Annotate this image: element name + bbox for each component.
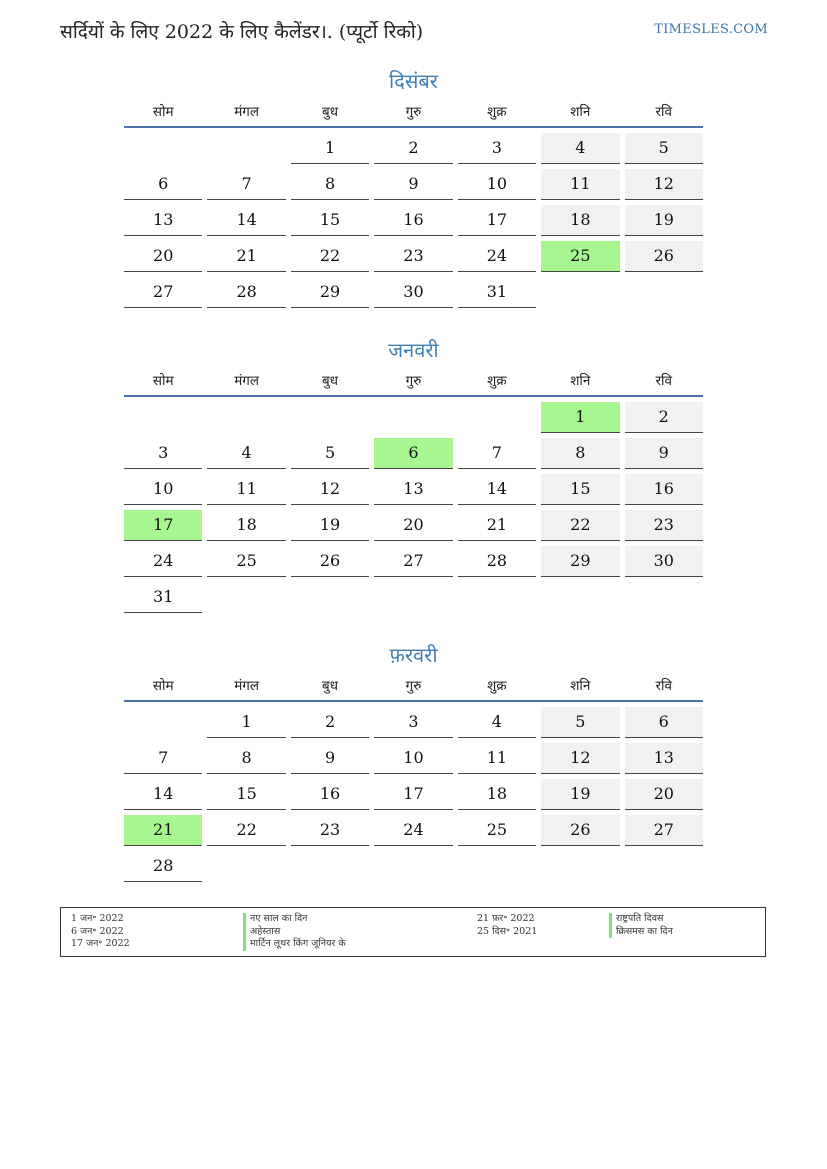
day-cell[interactable]: 22 [541, 510, 619, 541]
day-cell[interactable]: 16 [625, 474, 703, 505]
day-cell[interactable]: 1 [291, 133, 369, 164]
legend-holiday-name: मार्टिन लूथर किंग जूनियर के [243, 938, 346, 951]
month-december [124, 64, 703, 308]
day-cell[interactable]: 31 [124, 582, 202, 613]
weekday-label: सोम [152, 104, 174, 120]
page-title: सर्दियों के लिए 2022 के लिए कैलेंडर।. (प्यूर्टो रिको) [60, 21, 424, 43]
day-cell[interactable]: 26 [541, 815, 619, 846]
day-cell[interactable]: 1 [207, 707, 285, 738]
day-cell[interactable]: 6 [625, 707, 703, 738]
day-cell[interactable]: 4 [207, 438, 285, 469]
legend-left-dates [71, 913, 130, 951]
legend-holiday-name: नए साल का दिन [243, 913, 346, 926]
legend-holiday-name: क्रिसमस का दिन [609, 926, 673, 939]
month-title: जनवरी [388, 338, 439, 362]
day-cell[interactable]: 20 [124, 241, 202, 272]
day-cell[interactable]: 25 [458, 815, 536, 846]
week-row [124, 474, 703, 505]
empty-cell [207, 582, 285, 612]
month-title: फ़रवरी [389, 643, 438, 667]
day-cell[interactable]: 11 [541, 169, 619, 200]
month-title: दिसंबर [389, 69, 438, 93]
day-cell[interactable]: 2 [625, 402, 703, 433]
day-cell[interactable]: 28 [458, 546, 536, 577]
empty-cell [124, 133, 202, 163]
weekday-label: गुरु [405, 678, 422, 694]
week-row [124, 133, 703, 164]
day-cell[interactable]: 18 [207, 510, 285, 541]
day-cell[interactable]: 23 [291, 815, 369, 846]
weekday-label: शुक्र [487, 104, 507, 120]
empty-cell [207, 402, 285, 432]
day-cell[interactable]: 31 [458, 277, 536, 308]
weekday-label: मंगल [234, 678, 260, 694]
legend-date: 17 जन॰ 2022 [71, 938, 130, 949]
empty-cell [458, 851, 536, 881]
day-cell[interactable]: 2 [291, 707, 369, 738]
day-cell[interactable]: 17 [374, 779, 452, 810]
day-cell[interactable]: 14 [207, 205, 285, 236]
day-cell[interactable]: 12 [625, 169, 703, 200]
weekday-label: बुध [322, 373, 339, 389]
month-january [124, 333, 703, 613]
legend-right-dates [477, 913, 537, 938]
day-cell[interactable]: 24 [374, 815, 452, 846]
legend-right-names [609, 913, 673, 938]
day-cell[interactable]: 19 [291, 510, 369, 541]
day-cell[interactable]: 12 [541, 743, 619, 774]
empty-cell [207, 133, 285, 163]
day-cell[interactable]: 27 [124, 277, 202, 308]
day-cell[interactable]: 16 [291, 779, 369, 810]
week-row [124, 277, 703, 308]
week-row [124, 241, 703, 272]
header-rule [124, 126, 703, 128]
day-cell[interactable]: 10 [374, 743, 452, 774]
weekday-label: बुध [322, 678, 339, 694]
week-row [124, 743, 703, 774]
day-cell[interactable]: 5 [625, 133, 703, 164]
days-grid [124, 402, 703, 613]
day-cell[interactable]: 17 [458, 205, 536, 236]
weekday-label: गुरु [405, 373, 422, 389]
legend-holiday-name: राष्ट्रपति दिवस [609, 913, 673, 926]
day-cell[interactable]: 1 [541, 402, 619, 433]
day-cell[interactable]: 19 [541, 779, 619, 810]
day-cell[interactable]: 23 [625, 510, 703, 541]
day-cell[interactable]: 15 [541, 474, 619, 505]
day-cell[interactable]: 4 [541, 133, 619, 164]
day-cell[interactable]: 8 [541, 438, 619, 469]
week-row [124, 169, 703, 200]
empty-cell [291, 582, 369, 612]
day-cell[interactable]: 6 [374, 438, 452, 469]
day-cell[interactable]: 29 [291, 277, 369, 308]
legend-holiday-name: अहेस्तास [243, 926, 346, 939]
weekday-label: मंगल [234, 104, 260, 120]
weekday-label: शुक्र [487, 373, 507, 389]
day-cell[interactable]: 5 [291, 438, 369, 469]
day-cell[interactable]: 2 [374, 133, 452, 164]
empty-cell [124, 402, 202, 432]
weekday-label: रवि [655, 373, 672, 389]
day-cell[interactable]: 5 [541, 707, 619, 738]
day-cell[interactable]: 22 [291, 241, 369, 272]
day-cell[interactable]: 18 [458, 779, 536, 810]
day-cell[interactable]: 17 [124, 510, 202, 541]
day-cell[interactable]: 11 [207, 474, 285, 505]
day-cell[interactable]: 13 [374, 474, 452, 505]
day-cell[interactable]: 24 [124, 546, 202, 577]
weekday-header [124, 98, 703, 126]
weekday-label: मंगल [234, 373, 260, 389]
day-cell[interactable]: 23 [374, 241, 452, 272]
day-cell[interactable]: 20 [625, 779, 703, 810]
day-cell[interactable]: 28 [207, 277, 285, 308]
weekday-label: रवि [655, 104, 672, 120]
days-grid [124, 133, 703, 308]
day-cell[interactable]: 7 [207, 169, 285, 200]
day-cell[interactable]: 26 [625, 241, 703, 272]
legend-date: 6 जन॰ 2022 [71, 925, 124, 937]
day-cell[interactable]: 25 [207, 546, 285, 577]
week-row [124, 546, 703, 577]
site-link[interactable]: TIMESLES.COM [654, 22, 768, 37]
empty-cell [291, 851, 369, 881]
empty-cell [625, 851, 703, 881]
day-cell[interactable]: 9 [374, 169, 452, 200]
day-cell[interactable]: 3 [374, 707, 452, 738]
day-cell[interactable]: 30 [625, 546, 703, 577]
empty-cell [374, 402, 452, 432]
weekday-label: रवि [655, 678, 672, 694]
week-row [124, 205, 703, 236]
day-cell[interactable]: 21 [458, 510, 536, 541]
weekday-label: शनि [570, 104, 591, 120]
day-cell[interactable]: 7 [458, 438, 536, 469]
day-cell[interactable]: 11 [458, 743, 536, 774]
weekday-label: सोम [152, 373, 174, 389]
empty-cell [124, 707, 202, 737]
day-cell[interactable]: 16 [374, 205, 452, 236]
day-cell[interactable]: 13 [124, 205, 202, 236]
header-rule [124, 395, 703, 397]
day-cell[interactable]: 27 [625, 815, 703, 846]
day-cell[interactable]: 13 [625, 743, 703, 774]
day-cell[interactable]: 7 [124, 743, 202, 774]
day-cell[interactable]: 27 [374, 546, 452, 577]
legend-date: 25 दिस॰ 2021 [477, 925, 538, 937]
weekday-label: बुध [322, 104, 339, 120]
day-cell[interactable]: 15 [207, 779, 285, 810]
day-cell[interactable]: 8 [291, 169, 369, 200]
day-cell[interactable]: 18 [541, 205, 619, 236]
day-cell[interactable]: 26 [291, 546, 369, 577]
day-cell[interactable]: 25 [541, 241, 619, 272]
empty-cell [541, 582, 619, 612]
legend-left-names [243, 913, 346, 951]
legend-date: 21 फ़र॰ 2022 [477, 913, 535, 924]
day-cell[interactable]: 19 [625, 205, 703, 236]
holiday-legend [60, 907, 766, 957]
day-cell[interactable]: 14 [124, 779, 202, 810]
weekday-header [124, 367, 703, 395]
empty-cell [458, 582, 536, 612]
week-row [124, 779, 703, 810]
day-cell[interactable]: 3 [124, 438, 202, 469]
empty-cell [458, 402, 536, 432]
day-cell[interactable]: 29 [541, 546, 619, 577]
weekday-label: सोम [152, 678, 174, 694]
header-rule [124, 700, 703, 702]
day-cell[interactable]: 10 [458, 169, 536, 200]
day-cell[interactable]: 3 [458, 133, 536, 164]
week-row [124, 582, 703, 613]
week-row [124, 707, 703, 738]
week-row [124, 851, 703, 882]
weekday-label: गुरु [405, 104, 422, 120]
day-cell[interactable]: 6 [124, 169, 202, 200]
week-row [124, 438, 703, 469]
empty-cell [291, 402, 369, 432]
weekday-label: शुक्र [487, 678, 507, 694]
day-cell[interactable]: 9 [625, 438, 703, 469]
day-cell[interactable]: 8 [207, 743, 285, 774]
day-cell[interactable]: 24 [458, 241, 536, 272]
day-cell[interactable]: 12 [291, 474, 369, 505]
day-cell[interactable]: 4 [458, 707, 536, 738]
day-cell[interactable]: 14 [458, 474, 536, 505]
weekday-header [124, 672, 703, 700]
day-cell[interactable]: 21 [124, 815, 202, 846]
day-cell[interactable]: 15 [291, 205, 369, 236]
weekday-label: शनि [570, 373, 591, 389]
day-cell[interactable]: 22 [207, 815, 285, 846]
legend-date: 1 जन॰ 2022 [71, 913, 124, 924]
day-cell[interactable]: 28 [124, 851, 202, 882]
week-row [124, 402, 703, 433]
weekday-label: शनि [570, 678, 591, 694]
day-cell[interactable]: 21 [207, 241, 285, 272]
empty-cell [374, 851, 452, 881]
week-row [124, 815, 703, 846]
week-row [124, 510, 703, 541]
empty-cell [374, 582, 452, 612]
day-cell[interactable]: 10 [124, 474, 202, 505]
day-cell[interactable]: 9 [291, 743, 369, 774]
empty-cell [625, 277, 703, 307]
empty-cell [625, 582, 703, 612]
day-cell[interactable]: 20 [374, 510, 452, 541]
month-february [124, 638, 703, 882]
empty-cell [541, 851, 619, 881]
empty-cell [207, 851, 285, 881]
day-cell[interactable]: 30 [374, 277, 452, 308]
empty-cell [541, 277, 619, 307]
days-grid [124, 707, 703, 882]
